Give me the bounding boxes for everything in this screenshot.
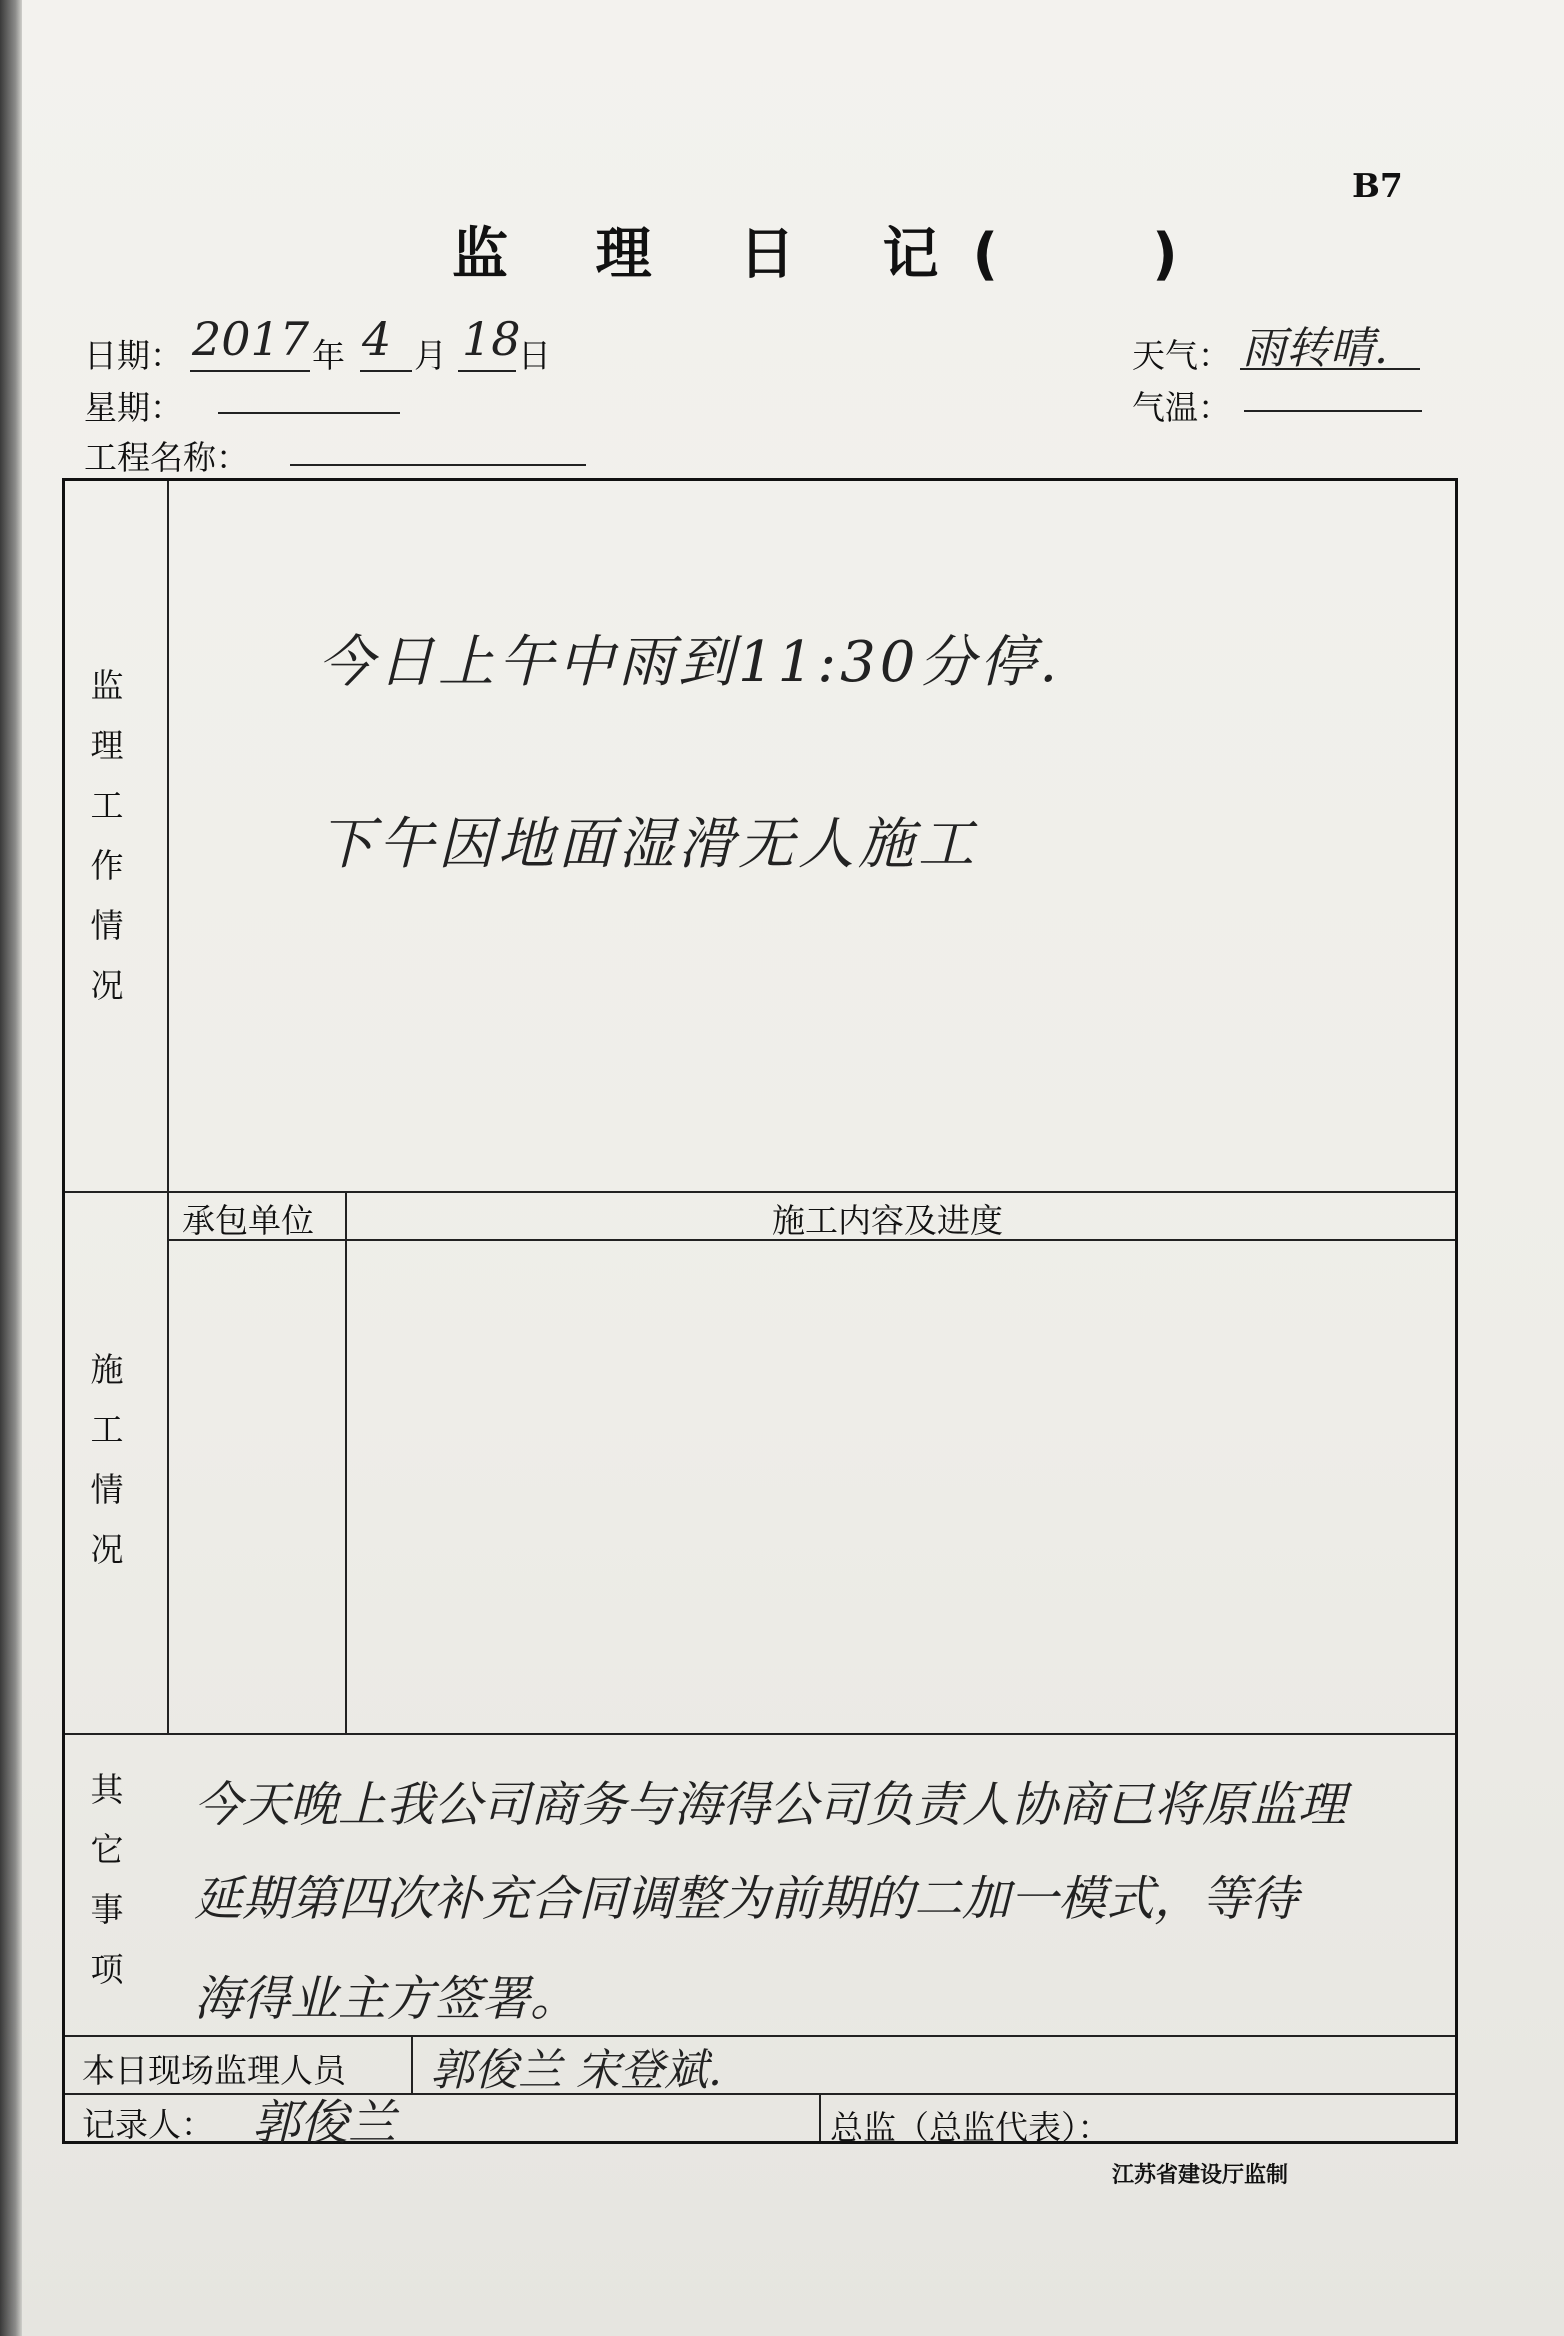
title-text: 监 理 日 记( (452, 222, 1033, 287)
weather-underline (1240, 368, 1420, 370)
temperature-underline (1244, 410, 1422, 412)
onsite-label-divider (411, 2035, 413, 2093)
date-day-unit: 日 (518, 336, 551, 375)
section-divider-3 (65, 2035, 1455, 2037)
date-year-underline (190, 370, 310, 372)
date-year-value: 2017 (192, 312, 310, 366)
supervision-work-line-2: 下午因地面湿滑无人施工 (318, 812, 978, 877)
weekday-label: 星期： (84, 388, 183, 427)
footer-divider (819, 2093, 821, 2141)
section-divider-1 (65, 1191, 1455, 1193)
onsite-supervisors-value: 郭俊兰 宋登斌. (430, 2045, 722, 2096)
construction-progress-column-header: 施工内容及进度 (772, 1201, 1003, 1240)
weather-label: 天气： (1132, 336, 1231, 375)
form-code: B7 (1352, 166, 1403, 205)
section-divider-2 (65, 1733, 1455, 1735)
onsite-supervisors-label: 本日现场监理人员 (82, 2051, 346, 2090)
temperature-label: 气温： (1132, 388, 1231, 427)
project-name-underline (290, 464, 586, 466)
date-month-value: 4 (362, 312, 392, 366)
date-label: 日期： (84, 336, 183, 375)
supervision-work-label: 监 理 工 作 情 况 (90, 666, 124, 1005)
date-month-underline (360, 370, 412, 372)
other-matters-line-2: 延期第四次补充合同调整为前期的二加一模式，等待 (194, 1871, 1299, 1927)
weekday-underline (218, 412, 400, 414)
supervision-work-line-1: 今日上午中雨到11:30分停. (318, 630, 1062, 695)
other-matters-line-1: 今天晚上我公司商务与海得公司负责人协商已将原监理 (194, 1777, 1347, 1833)
date-day-value: 18 (462, 312, 521, 366)
page-title (452, 210, 1178, 290)
publisher-note: 江苏省建设厅监制 (1112, 2163, 1289, 2188)
recorder-label: 记录人： (82, 2105, 214, 2144)
weather-value: 雨转晴. (1242, 323, 1388, 374)
title-close-paren: ) (1152, 222, 1178, 287)
construction-column-divider (345, 1191, 347, 1733)
project-name-label: 工程名称： (84, 438, 249, 477)
label-column-divider (167, 481, 169, 1733)
recorder-value: 郭俊兰 (252, 2095, 397, 2151)
other-matters-line-3: 海得业主方签署。 (194, 1971, 579, 2027)
chief-supervisor-label: 总监（总监代表）： (830, 2108, 1111, 2147)
date-day-underline (458, 370, 516, 372)
contractor-column-header: 承包单位 (182, 1201, 314, 1240)
book-binding-shadow (0, 0, 22, 2336)
date-month-unit: 月 (414, 336, 447, 375)
construction-label: 施 工 情 况 (90, 1350, 124, 1569)
date-year-unit: 年 (312, 336, 345, 375)
other-matters-label: 其 它 事 项 (90, 1770, 124, 1989)
diary-page (22, 0, 1564, 2336)
